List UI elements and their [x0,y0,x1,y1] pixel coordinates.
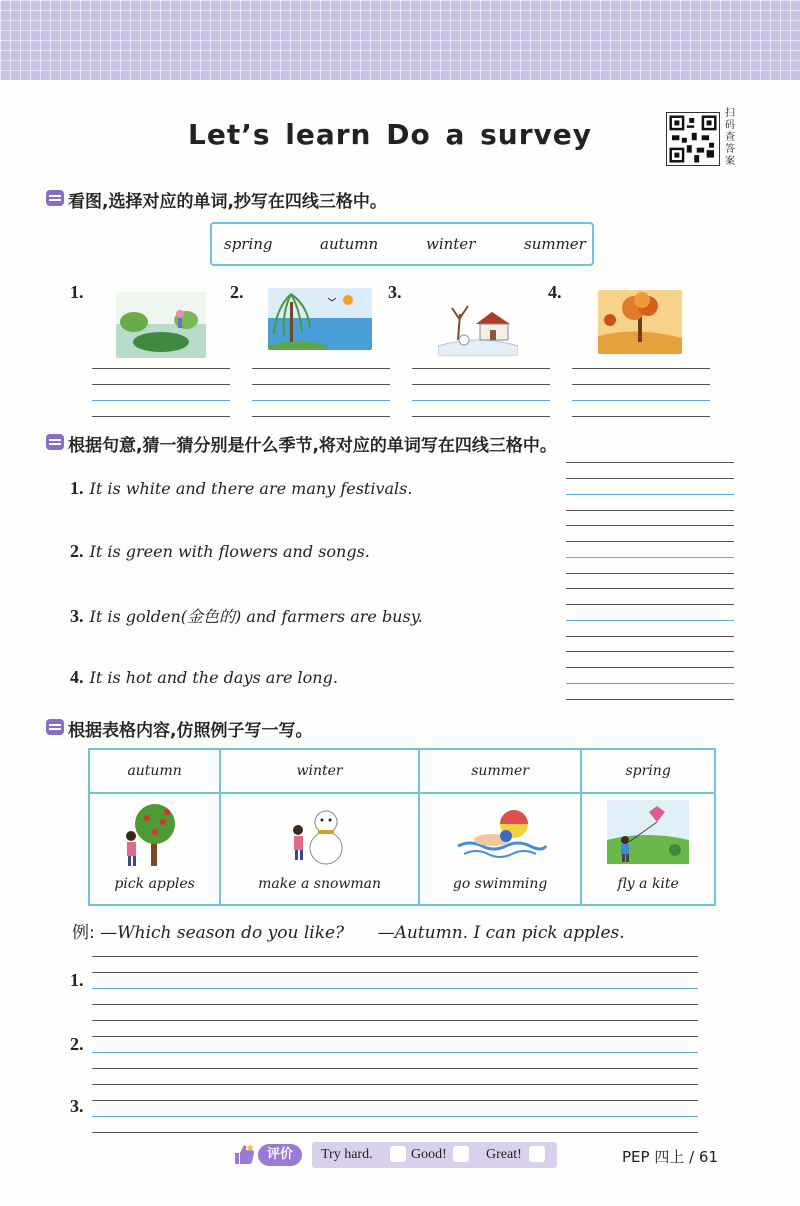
sentence-4 [70,667,338,688]
example-label: 例: [72,923,95,943]
season-cell: autumn [89,749,220,793]
summer-picture [268,288,372,350]
sentence-number: 4. [70,667,84,687]
page-number: PEP 四上 / 61 [622,1148,719,1166]
section-one-badge-icon [46,190,64,206]
winter-picture [438,294,518,356]
writing-lines[interactable] [566,462,734,512]
section-two-title: 根据句意,猜一猜分别是什么季节,将对应的单词写在四线三格中。 [68,436,557,456]
writing-lines[interactable] [572,368,710,418]
sentence-text: It is white and there are many festivals. [89,479,413,498]
example-answer: —Autumn. I can pick apples. [377,923,625,943]
sentence-number: 2. [70,541,84,561]
eval-checkbox[interactable] [453,1146,469,1162]
writing-lines[interactable] [92,956,698,1006]
sentence-3 [70,604,423,627]
writing-lines[interactable] [252,368,390,418]
thumbs-up-icon [232,1142,256,1166]
activity-label: fly a kite [617,876,679,892]
section-three-badge-icon [46,719,64,735]
writing-lines[interactable] [92,1020,698,1070]
item-number: 3. [388,282,402,302]
eval-option-label: Try hard. [321,1147,373,1162]
sentence-text: It is hot and the days are long. [89,668,338,687]
top-banner [0,0,800,80]
eval-option-label: Good! [411,1147,447,1162]
apple-tree-picture [115,800,195,870]
writing-lines[interactable] [566,588,734,638]
eval-checkbox[interactable] [529,1146,545,1162]
eval-option-label: Great! [486,1147,522,1162]
section-two-badge-icon [46,434,64,450]
qr-code[interactable] [666,112,720,166]
example-question: —Which season do you like? [100,923,345,943]
writing-lines[interactable] [92,368,230,418]
sentence-number: 1. [70,478,84,498]
word-option: autumn [320,235,379,253]
activity-cell [581,793,715,905]
writing-lines[interactable] [92,1084,698,1134]
answer-number: 1. [70,970,84,990]
writing-lines[interactable] [566,525,734,575]
eval-checkbox[interactable] [390,1146,406,1162]
item-number: 4. [548,282,562,302]
answer-number: 2. [70,1034,84,1054]
word-option: spring [224,235,273,253]
evaluation-label: 评价 [258,1144,302,1166]
season-cell: summer [419,749,581,793]
writing-lines[interactable] [566,651,734,701]
writing-lines[interactable] [412,368,550,418]
word-option: winter [426,235,476,253]
sentence-text: It is green with flowers and songs. [89,542,370,561]
example-line [72,918,625,943]
spring-picture [116,292,206,358]
activity-table [88,748,716,906]
activity-cell [220,793,419,905]
section-three-title: 根据表格内容,仿照例子写一写。 [68,721,313,741]
answer-number: 3. [70,1096,84,1116]
activity-label: go swimming [452,876,548,892]
item-number: 1. [70,282,84,302]
activity-cell [419,793,581,905]
sentence-1 [70,478,412,499]
word-box [210,222,594,266]
season-cell: winter [220,749,419,793]
snowman-picture [280,800,360,870]
sentence-number: 3. [70,606,84,626]
activity-label: pick apples [114,876,195,892]
kite-picture [607,800,689,870]
sentence-text: It is golden(金色的) and farmers are busy. [89,607,423,626]
season-cell: spring [581,749,715,793]
activity-cell [89,793,220,905]
autumn-picture [598,290,682,354]
page-title: Let’s learn Do a survey [187,118,592,151]
evaluation-bar [312,1142,557,1168]
swimming-picture [450,800,550,870]
item-number: 2. [230,282,244,302]
sentence-2 [70,541,370,562]
word-option: summer [524,235,586,253]
activity-label: make a snowman [258,876,382,892]
section-one-title: 看图,选择对应的单词,抄写在四线三格中。 [68,192,387,212]
qr-label: 扫码查答案 [725,108,735,167]
